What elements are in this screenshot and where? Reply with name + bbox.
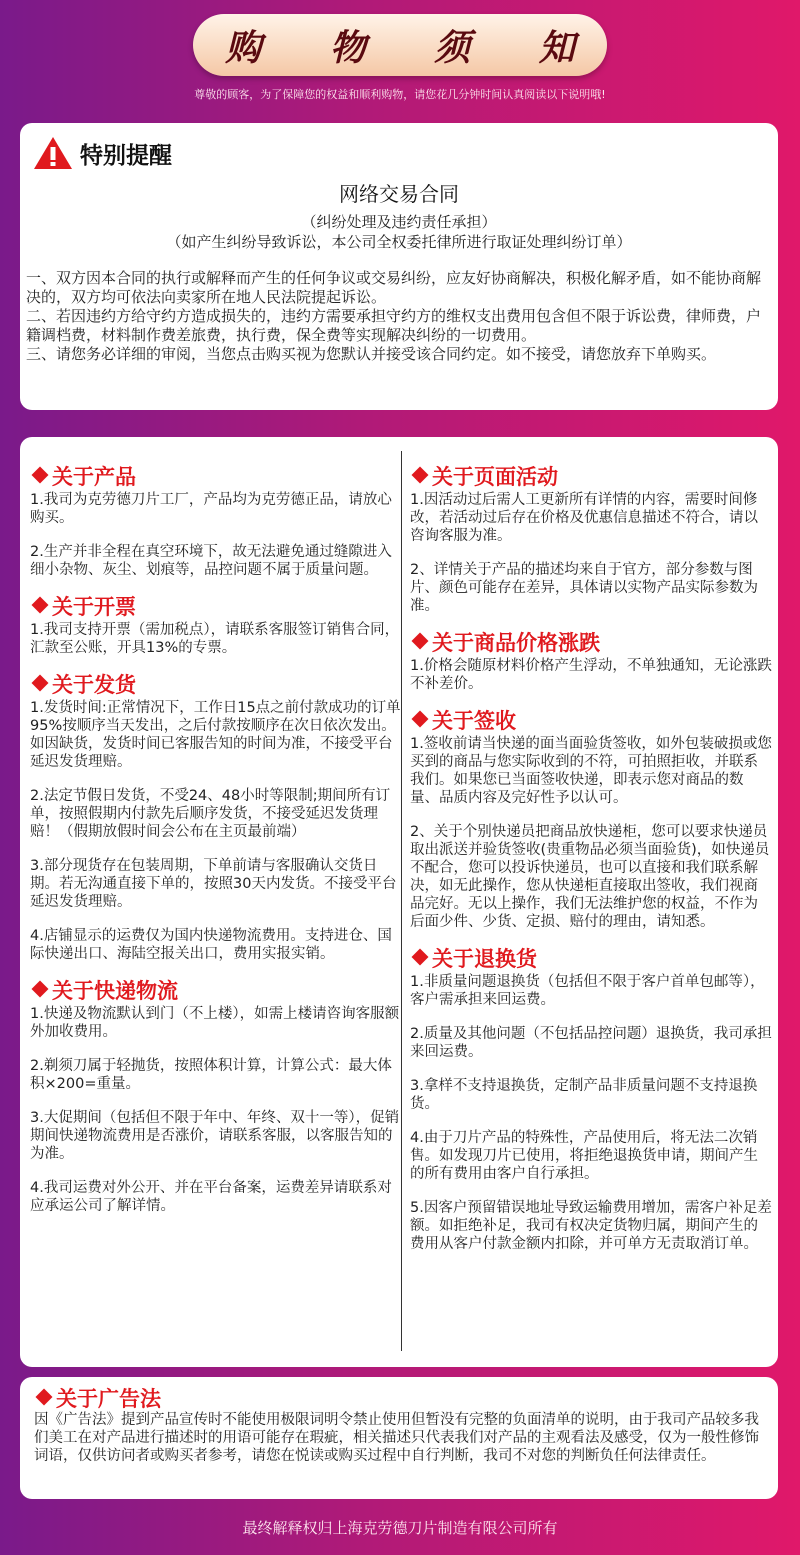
section-title-text: 关于快递物流 [52, 979, 178, 1003]
diamond-icon [36, 1389, 53, 1406]
section-paragraph: 5.因客户预留错误地址导致运输费用增加，需客户补足差额。如拒绝补足，我司有权决定货物归属，期间产生的费用从客户付款金额内扣除，并可单方无责取消订单。 [410, 1200, 772, 1252]
section-paragraph: 3.部分现货存在包装周期，下单前请与客服确认交货日期。若无沟通直接下单的，按照30天内发货。不接受平台延迟发货理赔。 [30, 858, 397, 910]
section-paragraph: 2.剃须刀属于轻抛货，按照体积计算，计算公式：最大体积×200=重量。 [30, 1058, 392, 1092]
section-paragraph: 1.发货时间:正常情况下，工作日15点之前付款成功的订单95%按顺序当天发出，之后付款按顺序在次日依次发出。如因缺货，发货时间已客服告知的时间为准，不接受平台延迟发货理赔。 [30, 700, 401, 770]
section-paragraph: 1.价格会随原材料价格产生浮动，不单独通知，无论涨跌不补差价。 [410, 658, 772, 692]
ad-law-body: 因《广告法》提到产品宣传时不能使用极限词明令禁止使用但暂没有完整的负面清单的说明，由于我司产品较多我们美工在对产品进行描述时的用语可能存在瑕疵，相关描述只代表我们对产品的主观看法及感受，仅为一般性修饰词语，仅供访问者或购买者参考，请您在悦读或购买过程中自行判断，我司不对您的判断负任何法律责任。 [34, 1412, 759, 1464]
section-paragraph: 1.非质量问题退换货（包括但不限于客户首单包邮等），客户需承担来回运费。 [410, 974, 765, 1008]
section-paragraph: 1.我司为克劳德刀片工厂，产品均为克劳德正品，请放心购买。 [30, 492, 392, 526]
footer-text: 最终解释权归上海克劳德刀片制造有限公司所有 [242, 1519, 558, 1537]
section-title-text: 关于发货 [52, 673, 136, 697]
page-title-banner [193, 14, 607, 76]
section-title [410, 631, 772, 655]
section-paragraph: 2.质量及其他问题（不包括品控问题）退换货，我司承担来回运费。 [410, 1026, 772, 1060]
section-title-text: 关于商品价格涨跌 [432, 631, 600, 655]
section-paragraph: 2、关于个别快递员把商品放快递柜，您可以要求快递员取出派送并验货签收(贵重物品必须当面验货)，如快递员不配合，您可以投诉快递员，也可以直接和我们联系解决，如无此操作，您从快递柜直接取出签收，我们视商品完好。无以上操作，我们无法维护您的权益，不作为后面少件、少货、定损、赔付的理由，请知悉。 [410, 824, 770, 930]
left-column [30, 455, 402, 1231]
section-title-text: 关于页面活动 [432, 465, 558, 489]
diamond-icon [412, 467, 429, 484]
section-paragraph: 1.我司支持开票（需加税点），请联系客服签订销售合同，汇款至公账，开具13%的专票。 [30, 622, 400, 656]
section-title [30, 979, 402, 1003]
section-title [410, 947, 772, 971]
section-paragraph: 3.拿样不支持退换货，定制产品非质量问题不支持退换货。 [410, 1078, 758, 1112]
section-paragraph: 1.签收前请当快递的面当面验货签收，如外包装破损或您买到的商品与您实际收到的不符，可拍照拒收，并联系我们。如果您已当面签收快递，即表示您对商品的数量、品质内容及完好性予以认可。 [410, 736, 772, 806]
section-paragraph: 2.生产并非全程在真空环境下，故无法避免通过缝隙进入细小杂物、灰尘、划痕等，品控问题不属于质量问题。 [30, 544, 392, 578]
contract-note: （如产生纠纷导致诉讼，本公司全权委托律所进行取证处理纠纷订单） [166, 233, 632, 251]
contract-subtitle: （纠纷处理及违约责任承担） [301, 213, 497, 231]
page-subtitle: 尊敬的顾客，为了保障您的权益和顺利购物，请您花几分钟时间认真阅读以下说明哦! [194, 88, 606, 101]
diamond-icon [32, 675, 49, 692]
section-title-text: 关于签收 [432, 709, 516, 733]
section-paragraph: 4.我司运费对外公开、并在平台备案，运费差异请联系对应承运公司了解详情。 [30, 1180, 392, 1214]
section-paragraph: 1.因活动过后需人工更新所有详情的内容，需要时间修改，若活动过后存在价格及优惠信息描述不符合，请以咨询客服为准。 [410, 492, 758, 544]
section-title [410, 465, 772, 489]
section-paragraph: 1.快递及物流默认到门（不上楼），如需上楼请咨询客服额外加收费用。 [30, 1006, 400, 1040]
section-paragraph: 4.店铺显示的运费仅为国内快递物流费用。支持进仓、国际快递出口、海陆空报关出口，费用实报实销。 [30, 928, 392, 962]
right-column [410, 455, 772, 1269]
ad-law-title [34, 1383, 161, 1413]
section-paragraph: 2、详情关于产品的描述均来自于官方，部分参数与图片、颜色可能存在差异，具体请以实物产品实际参数为准。 [410, 562, 758, 614]
diamond-icon [32, 467, 49, 484]
section-title [410, 709, 772, 733]
section-paragraph: 2.法定节假日发货，不受24、48小时等限制;期间所有订单，按照假期内付款先后顺序发货，不接受延迟发货理赔！（假期放假时间会公布在主页最前端） [30, 788, 391, 840]
contract-clauses [26, 269, 772, 364]
policy-card [20, 437, 778, 1367]
ad-law-card [20, 1377, 778, 1499]
section-title-text: 关于开票 [52, 595, 136, 619]
diamond-icon [412, 711, 429, 728]
contract-card [20, 123, 778, 410]
contract-title: 网络交易合同 [339, 182, 459, 206]
ad-law-title-text: 关于广告法 [56, 1387, 161, 1411]
contract-clause: 一、双方因本合同的执行或解释而产生的任何争议或交易纠纷，应友好协商解决，积极化解矛盾，如不能协商解决的，双方均可依法向卖家所在地人民法院提起诉讼。 [26, 269, 762, 306]
diamond-icon [32, 981, 49, 998]
section-title [30, 673, 402, 697]
warning-icon [32, 135, 74, 171]
section-title [30, 465, 402, 489]
page-title: 购 物 须 知 [225, 26, 603, 69]
section-title [30, 595, 402, 619]
diamond-icon [412, 949, 429, 966]
contract-clause: 三、请您务必详细的审阅，当您点击购买视为您默认并接受该合同约定。如不接受，请您放弃下单购买。 [26, 345, 717, 363]
diamond-icon [412, 633, 429, 650]
section-title-text: 关于产品 [52, 465, 136, 489]
section-paragraph: 4.由于刀片产品的特殊性，产品使用后，将无法二次销售。如发现刀片已使用，将拒绝退换货申请，期间产生的所有费用由客户自行承担。 [410, 1130, 758, 1182]
contract-clause: 二、若因违约方给守约方造成损失的，违约方需要承担守约方的维权支出费用包含但不限于诉讼费，律师费，户籍调档费，材料制作费差旅费，执行费，保全费等实现解决纠纷的一切费用。 [26, 307, 762, 344]
section-title-text: 关于退换货 [432, 947, 537, 971]
diamond-icon [32, 597, 49, 614]
special-reminder-header [32, 135, 172, 171]
special-reminder-label: 特别提醒 [80, 142, 172, 169]
section-paragraph: 3.大促期间（包括但不限于年中、年终、双十一等），促销期间快递物流费用是否涨价，请联系客服，以客服告知的为准。 [30, 1110, 400, 1162]
